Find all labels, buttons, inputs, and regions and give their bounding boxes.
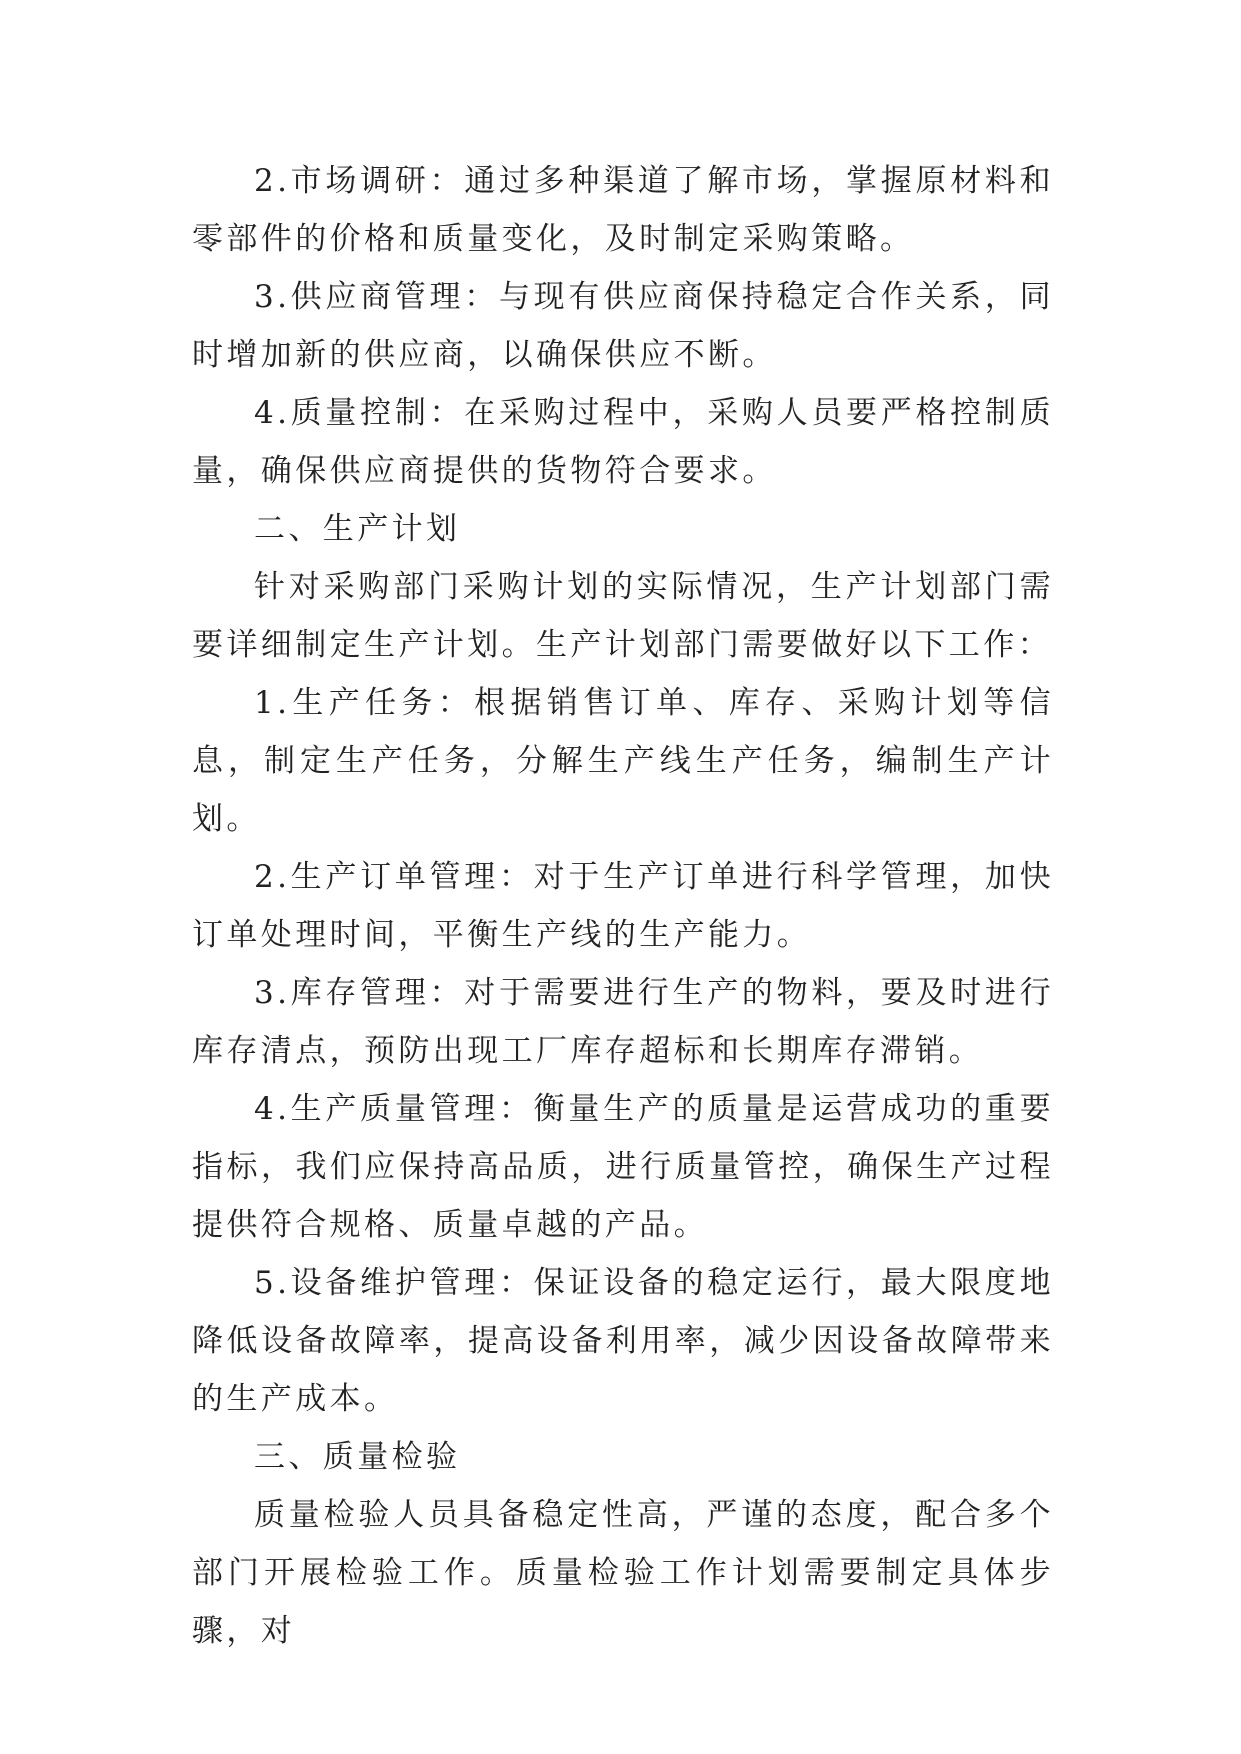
paragraph-production-quality-management: 4.生产质量管理：衡量生产的质量是运营成功的重要指标，我们应保持高品质，进行质量管控，确保生产过程提供符合规格、质量卓越的产品。 bbox=[192, 1091, 1054, 1243]
paragraph-quality-control: 4.质量控制：在采购过程中，采购人员要严格控制质量，确保供应商提供的货物符合要求。 bbox=[192, 395, 1054, 489]
paragraph-production-plan-intro: 针对采购部门采购计划的实际情况，生产计划部门需要详细制定生产计划。生产计划部门需要做好以下工作： bbox=[192, 569, 1054, 663]
paragraph-equipment-maintenance: 5.设备维护管理：保证设备的稳定运行，最大限度地降低设备故障率，提高设备利用率，减少因设备故障带来的生产成本。 bbox=[192, 1265, 1054, 1417]
section-heading-quality-inspection: 三、质量检验 bbox=[254, 1439, 461, 1475]
paragraph-market-research: 2.市场调研：通过多种渠道了解市场，掌握原材料和零部件的价格和质量变化，及时制定采购策略。 bbox=[192, 163, 1054, 257]
paragraph-production-order-management: 2.生产订单管理：对于生产订单进行科学管理，加快订单处理时间，平衡生产线的生产能力。 bbox=[192, 859, 1054, 953]
paragraph-supplier-management: 3.供应商管理：与现有供应商保持稳定合作关系，同时增加新的供应商，以确保供应不断。 bbox=[192, 279, 1054, 373]
document-body bbox=[192, 152, 1054, 1660]
section-heading-production-plan: 二、生产计划 bbox=[254, 511, 461, 547]
paragraph-quality-inspection-intro: 质量检验人员具备稳定性高，严谨的态度，配合多个部门开展检验工作。质量检验工作计划需要制定具体步骤，对 bbox=[192, 1497, 1054, 1649]
paragraph-production-tasks: 1.生产任务：根据销售订单、库存、采购计划等信息，制定生产任务，分解生产线生产任务，编制生产计划。 bbox=[192, 685, 1054, 837]
paragraph-inventory-management: 3.库存管理：对于需要进行生产的物料，要及时进行库存清点，预防出现工厂库存超标和长期库存滞销。 bbox=[192, 975, 1054, 1069]
